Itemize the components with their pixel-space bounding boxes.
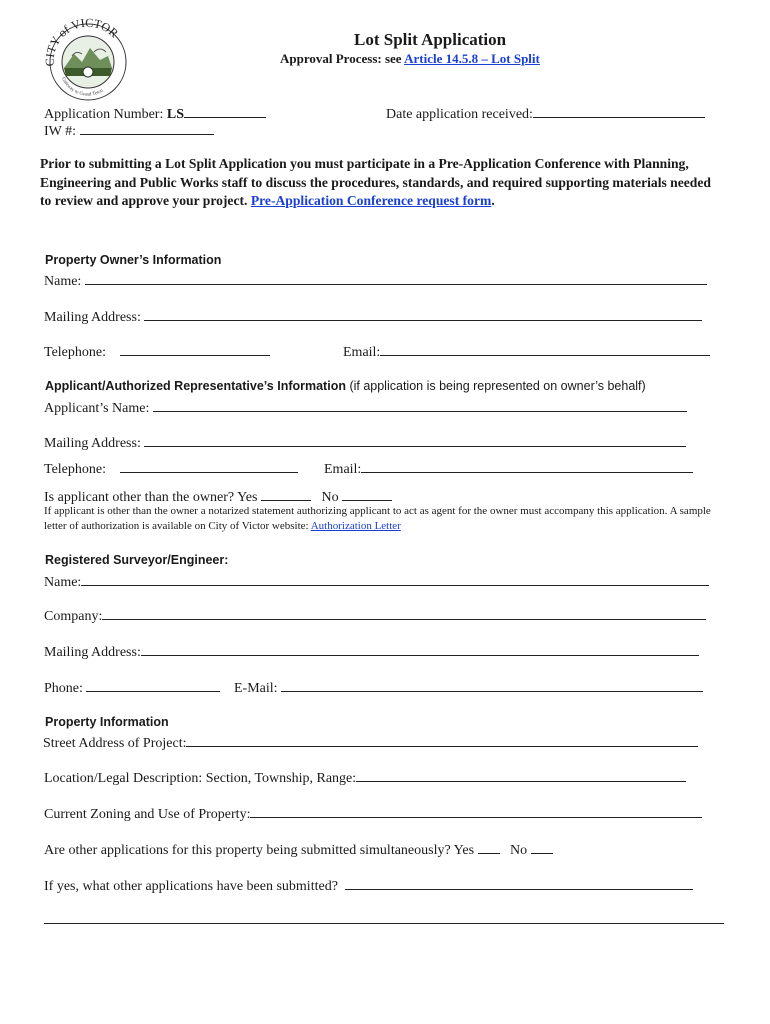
owner-mailing-label: Mailing Address: [44, 310, 141, 325]
approval-process [280, 51, 540, 67]
owner-telephone-field[interactable] [120, 342, 270, 356]
applicant-heading-note: (if application is being represented on owner’s behalf) [345, 379, 646, 393]
app-number-field[interactable] [184, 104, 266, 118]
surveyor-company-label: Company: [44, 609, 103, 624]
applicant-mailing-field[interactable] [144, 433, 686, 447]
date-label: Date application received: [386, 107, 533, 122]
property-street-row [43, 733, 698, 752]
property-zoning-field[interactable] [250, 804, 702, 818]
owner-heading: Property Owner’s Information [45, 253, 222, 267]
applicant-other-no-label: No [321, 490, 339, 505]
surveyor-company-field[interactable] [102, 606, 706, 620]
authorization-note-text: If applicant is other than the owner a notarized statement authorizing applicant to act as agent for the owner must accompany this application. A sample letter of authorization is available on City of Victor website: [44, 505, 711, 532]
owner-mailing-row [44, 307, 702, 326]
surveyor-mailing-field[interactable] [141, 642, 699, 656]
applicant-name-field[interactable] [153, 398, 687, 412]
property-location-field[interactable] [356, 768, 686, 782]
applicant-email-field[interactable] [361, 459, 693, 473]
property-other-yes-field[interactable] [478, 840, 500, 854]
surveyor-company-row [44, 606, 706, 625]
article-link[interactable]: Article 14.5.8 – Lot Split [404, 51, 540, 66]
property-extra-line[interactable] [44, 923, 724, 924]
surveyor-phone-label: Phone: [44, 681, 83, 696]
surveyor-mailing-row [44, 642, 699, 661]
applicant-mailing-row [44, 433, 686, 452]
property-ifyes-field[interactable] [345, 876, 693, 890]
iw-field[interactable] [80, 121, 214, 135]
property-location-label: Location/Legal Description: Section, Township, Range: [44, 771, 357, 786]
city-logo [42, 16, 134, 106]
owner-telephone-label: Telephone: [44, 345, 106, 360]
logo-arc-text: CITY of VICTOR [42, 16, 122, 67]
property-zoning-row [44, 804, 702, 823]
applicant-mailing-label: Mailing Address: [44, 436, 141, 451]
property-other-no-label: No [510, 843, 528, 858]
surveyor-mailing-label: Mailing Address: [44, 645, 141, 660]
applicant-other-question: Is applicant other than the owner? Yes [44, 490, 258, 505]
authorization-letter-link[interactable]: Authorization Letter [310, 520, 401, 532]
owner-email-row [343, 342, 710, 361]
surveyor-name-field[interactable] [81, 572, 709, 586]
property-other-no-field[interactable] [531, 840, 553, 854]
applicant-telephone-label: Telephone: [44, 462, 106, 477]
property-other-question: Are other applications for this property being submitted simultaneously? Yes [44, 843, 475, 858]
logo-tagline: Gateway to Grand Teton [60, 76, 105, 98]
applicant-name-label: Applicant’s Name: [44, 401, 150, 416]
property-ifyes-label: If yes, what other applications have been submitted? [44, 879, 338, 894]
surveyor-email-label: E-Mail: [234, 681, 278, 696]
intro-end: . [491, 193, 495, 208]
authorization-note [44, 504, 724, 534]
property-location-row [44, 768, 686, 787]
applicant-telephone-field[interactable] [120, 459, 298, 473]
iw-label: IW #: [44, 124, 77, 139]
applicant-email-label: Email: [324, 462, 362, 477]
applicant-heading-row [45, 379, 646, 393]
applicant-other-yes-field[interactable] [261, 487, 311, 501]
app-number-label: Application Number: [44, 107, 167, 122]
owner-mailing-field[interactable] [144, 307, 702, 321]
surveyor-email-row [234, 678, 703, 697]
surveyor-name-label: Name: [44, 575, 82, 590]
property-street-field[interactable] [186, 733, 698, 747]
property-ifyes-row [44, 876, 693, 895]
applicant-email-row [324, 459, 693, 478]
owner-email-label: Email: [343, 345, 381, 360]
applicant-heading: Applicant/Authorized Representative’s Information [45, 379, 346, 393]
approval-prefix: Approval Process: see [280, 51, 405, 66]
preapp-link[interactable]: Pre-Application Conference request form [250, 193, 492, 208]
owner-name-row [44, 271, 707, 290]
surveyor-heading: Registered Surveyor/Engineer: [45, 553, 229, 567]
surveyor-email-field[interactable] [281, 678, 703, 692]
owner-name-label: Name: [44, 274, 82, 289]
owner-name-field[interactable] [85, 271, 707, 285]
date-received [386, 104, 705, 123]
surveyor-phone-field[interactable] [86, 678, 220, 692]
page-title: Lot Split Application [354, 30, 507, 49]
applicant-other-no-field[interactable] [342, 487, 392, 501]
applicant-name-row [44, 398, 687, 417]
property-zoning-label: Current Zoning and Use of Property: [44, 807, 251, 822]
property-street-label: Street Address of Project: [43, 736, 187, 751]
property-other-row [44, 840, 553, 859]
iw-number [44, 121, 214, 140]
applicant-telephone-row [44, 459, 298, 478]
app-number-prefix: LS [166, 107, 184, 122]
intro-text: Prior to submitting a Lot Split Application you must participate in a Pre-Application Conference with Planning, Engineering and Public Works staff to discuss the procedures, standards, and required supporting materials needed to review and approve your project. [40, 156, 711, 208]
date-field[interactable] [533, 104, 705, 118]
owner-telephone-row [44, 342, 270, 361]
surveyor-name-row [44, 572, 709, 591]
surveyor-phone-row [44, 678, 220, 697]
city-seal-icon [42, 16, 134, 106]
property-heading: Property Information [45, 715, 169, 729]
owner-email-field[interactable] [380, 342, 710, 356]
intro-paragraph [40, 155, 720, 211]
